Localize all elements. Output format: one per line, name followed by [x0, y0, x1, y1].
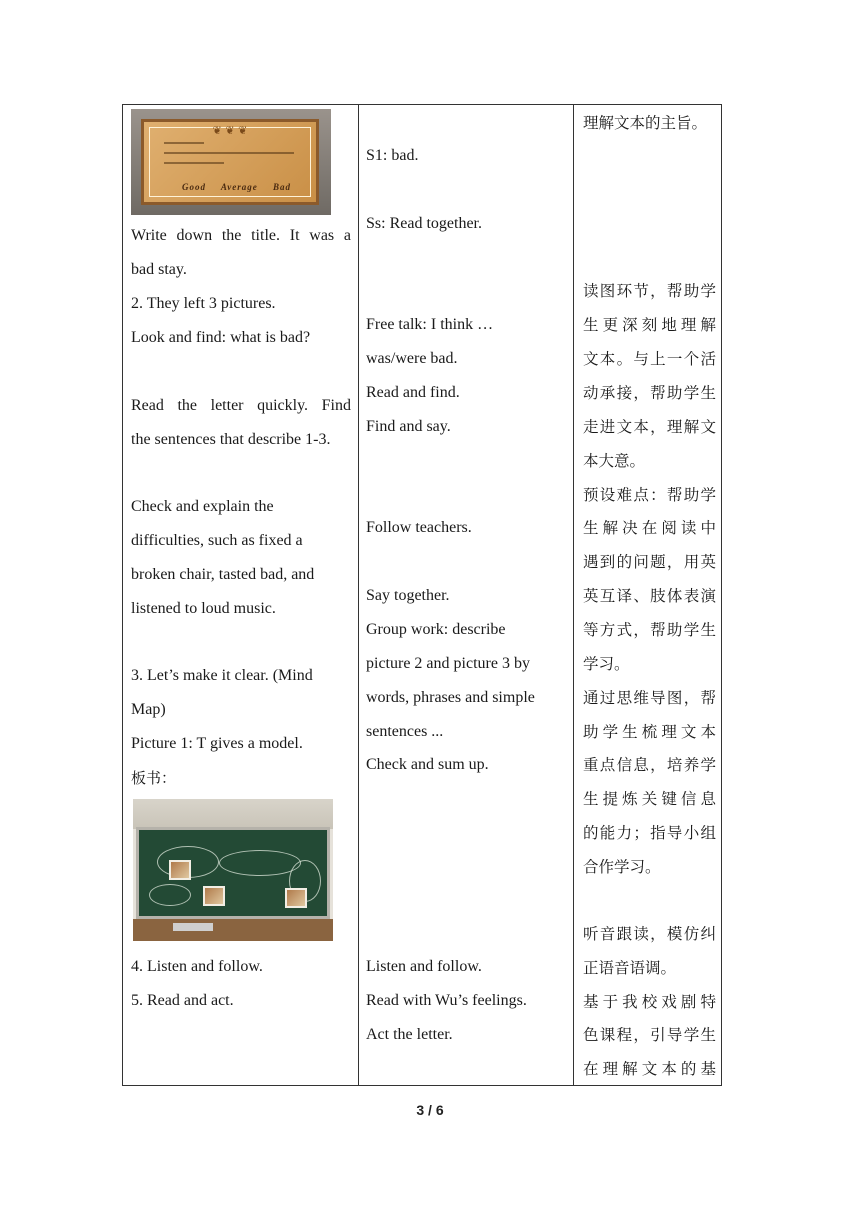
text-line: 英互译、肢体表演 [583, 587, 716, 605]
text-line: 通过思维导图，帮 [583, 689, 716, 707]
text-line: difficulties, such as fixed a [131, 532, 303, 549]
text-line: 生解决在阅读中 [583, 519, 716, 537]
text-line: Read with Wu’s feelings. [366, 992, 527, 1009]
text-line: Say together. [366, 587, 450, 604]
text-line: 正语音语调。 [583, 959, 677, 977]
text-line: 走进文本，理解文 [583, 418, 716, 436]
text-line: 在理解文本的基 [583, 1060, 716, 1078]
text-line: 读图环节，帮助学 [583, 282, 716, 300]
text-line: broken chair, tasted bad, and [131, 566, 315, 583]
photo-card [203, 886, 225, 906]
text-line: Free talk: I think … [366, 316, 494, 333]
text-line: picture 2 and picture 3 by [366, 655, 530, 672]
text-line: Read and find. [366, 384, 460, 401]
text-line: 文本。与上一个活 [583, 350, 716, 368]
text-line: 生提炼关键信息 [583, 790, 716, 808]
text-line: 预设难点：帮助学 [583, 486, 716, 504]
text-line: 合作学习。 [583, 858, 661, 876]
text-line: 2. They left 3 pictures. [131, 295, 276, 312]
feedback-card: ❦ ❦ ❦ Good Average Bad [141, 119, 319, 205]
photo-card [285, 888, 307, 908]
text-line: Picture 1: T gives a model. [131, 735, 303, 752]
text-line: 4. Listen and follow. [131, 958, 263, 975]
text-line: 色课程，引导学生 [583, 1026, 716, 1044]
text-line: the sentences that describe 1-3. [131, 431, 331, 448]
text-line: 5. Read and act. [131, 992, 234, 1009]
text-line: 听音跟读，模仿纠 [583, 925, 716, 943]
text-line: S1: bad. [366, 147, 419, 164]
text-line: bad stay. [131, 261, 187, 278]
teacher-activity-column [123, 105, 358, 1085]
text-line: Check and explain the [131, 498, 274, 515]
text-line: sentences ... [366, 723, 444, 740]
text-line: 基于我校戏剧特 [583, 993, 716, 1011]
text-line: Look and find: what is bad? [131, 329, 311, 346]
text-line: Write down the title. It was a [131, 227, 351, 244]
text-line: words, phrases and simple [366, 689, 535, 706]
text-line: 的能力；指导小组 [583, 824, 716, 842]
text-line: was/were bad. [366, 350, 458, 367]
text-line: listened to loud music. [131, 600, 276, 617]
page-number: 3 / 6 [416, 1102, 444, 1118]
text-line: 重点信息，培养学 [583, 756, 716, 774]
text-line: Act the letter. [366, 1026, 453, 1043]
photo-card [169, 860, 191, 880]
text-line: Check and sum up. [366, 756, 489, 773]
card-rating-words: Good Average Bad [182, 182, 291, 192]
text-line: Ss: Read together. [366, 215, 482, 232]
text-line: 动承接，帮助学生 [583, 384, 716, 402]
text-line: 生更深刻地理解 [583, 316, 716, 334]
feedback-card-picture [131, 109, 331, 215]
design-intent-column [574, 105, 721, 1085]
text-line: 3. Let’s make it clear. (Mind [131, 667, 313, 684]
text-line: Map) [131, 701, 166, 718]
text-line: 遇到的问题，用英 [583, 553, 716, 571]
blackboard-picture [133, 799, 333, 941]
student-activity-column [359, 105, 573, 1085]
text-line: Group work: describe [366, 621, 506, 638]
text-line: 板书： [131, 769, 177, 787]
text-line: Follow teachers. [366, 519, 472, 536]
text-line: 等方式，帮助学生 [583, 621, 716, 639]
lesson-table [122, 104, 722, 1086]
blackboard [136, 827, 330, 919]
text-line: 学习。 [583, 655, 630, 673]
text-line: Read the letter quickly. Find [131, 397, 351, 414]
text-line: 助学生梳理文本 [583, 723, 716, 741]
text-line: 本大意。 [583, 452, 646, 470]
text-line: Find and say. [366, 418, 451, 435]
text-line: Listen and follow. [366, 958, 482, 975]
text-line: 理解文本的主旨。 [583, 114, 708, 132]
